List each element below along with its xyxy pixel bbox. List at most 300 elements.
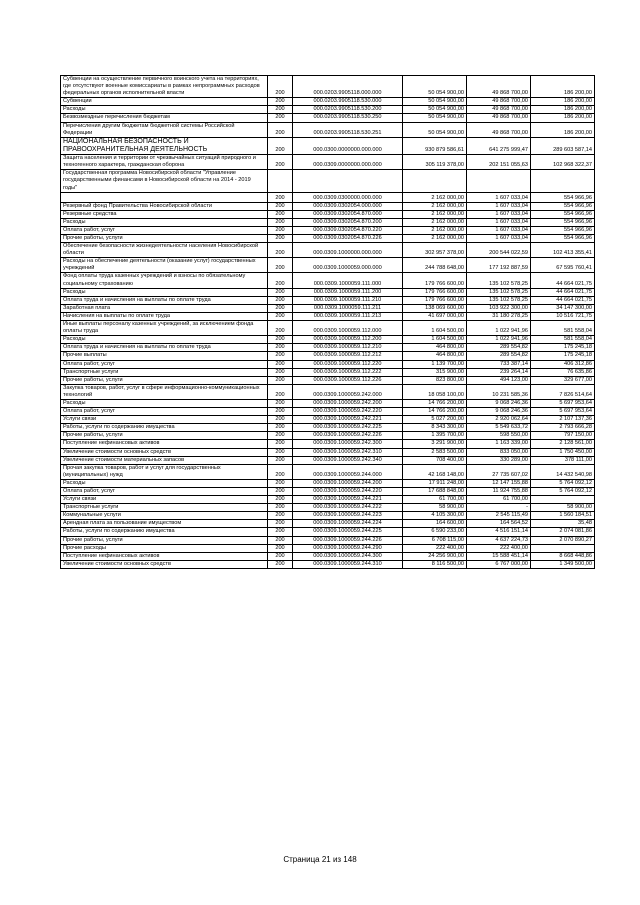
row-exec-cell: 833 050,00 <box>467 448 531 456</box>
row-exec-cell: 49 868 700,00 <box>467 98 531 106</box>
row-kbk-cell: 000.0309.1000059.112.226 <box>293 376 403 384</box>
row-code-cell: 200 <box>268 416 293 424</box>
row-name-cell: Закупка товаров, работ, услуг в сфере информационно-коммуникационных технологий <box>61 384 268 399</box>
row-exec-cell: 12 147 155,88 <box>467 479 531 487</box>
row-plan-cell: 50 054 900,00 <box>403 122 467 137</box>
row-rest-cell: 67 595 760,41 <box>531 258 595 273</box>
table-row <box>61 496 595 504</box>
row-kbk-cell: 000.0309.1000059.112.210 <box>293 344 403 352</box>
row-code-cell: 200 <box>268 76 293 98</box>
table-row <box>61 210 595 218</box>
row-rest-cell: 1 750 450,00 <box>531 448 595 456</box>
row-plan-cell: 2 162 000,00 <box>403 235 467 243</box>
row-plan-cell: 464 800,00 <box>403 344 467 352</box>
table-row <box>61 76 595 98</box>
row-rest-cell <box>531 496 595 504</box>
row-exec-cell: 103 922 300,00 <box>467 304 531 312</box>
row-name-cell: Коммунальные услуги <box>61 512 268 520</box>
row-plan-cell: 18 058 100,00 <box>403 384 467 399</box>
row-plan-cell: 2 162 000,00 <box>403 202 467 210</box>
row-kbk-cell: 000.0309.0302054.870.200 <box>293 218 403 226</box>
row-kbk-cell: 000.0309.1000059.112.222 <box>293 368 403 376</box>
table-row <box>61 226 595 234</box>
table-row <box>61 384 595 399</box>
table-row <box>61 360 595 368</box>
row-kbk-cell: 000.0309.1000059.244.221 <box>293 496 403 504</box>
row-plan-cell: 2 162 000,00 <box>403 226 467 234</box>
row-name-cell: Субвенции <box>61 98 268 106</box>
row-exec-cell: 61 700,00 <box>467 496 531 504</box>
row-rest-cell: 14 432 540,98 <box>531 464 595 479</box>
row-exec-cell: 9 068 246,36 <box>467 408 531 416</box>
row-rest-cell: 5 697 953,64 <box>531 408 595 416</box>
table-row <box>61 336 595 344</box>
table-row <box>61 376 595 384</box>
row-kbk-cell: 000.0309.1000059.242.221 <box>293 416 403 424</box>
row-rest-cell: 44 664 021,75 <box>531 273 595 288</box>
row-kbk-cell: 000.0309.1000059.242.340 <box>293 456 403 464</box>
row-name-cell: Государственная программа Новосибирской области "Управление государственными финансами в Новосибирской области на 2014 - 2019 годы" <box>61 170 268 192</box>
row-name-cell: Безвозмездные перечисления бюджетам <box>61 114 268 122</box>
row-exec-cell: 733 387,14 <box>467 360 531 368</box>
row-plan-cell: 2 583 500,00 <box>403 448 467 456</box>
row-code-cell: 200 <box>268 512 293 520</box>
table-row <box>61 416 595 424</box>
row-kbk-cell: 000.0309.1000059.242.310 <box>293 448 403 456</box>
row-name-cell: Прочие работы, услуги <box>61 536 268 544</box>
table-row <box>61 448 595 456</box>
row-name-cell: Транспортные услуги <box>61 368 268 376</box>
row-kbk-cell: 000.0309.1000059.244.310 <box>293 560 403 568</box>
row-exec-cell: 9 068 246,36 <box>467 399 531 407</box>
row-name-cell: Работы, услуги по содержанию имущества <box>61 424 268 432</box>
row-code-cell: 200 <box>268 536 293 544</box>
row-kbk-cell: 000.0309.1000059.242.225 <box>293 424 403 432</box>
row-rest-cell: 1 560 184,51 <box>531 512 595 520</box>
row-kbk-cell: 000.0309.0302054.000.000 <box>293 202 403 210</box>
table-row <box>61 304 595 312</box>
row-code-cell: 200 <box>268 288 293 296</box>
row-rest-cell: 1 349 500,00 <box>531 560 595 568</box>
row-code-cell: 200 <box>268 552 293 560</box>
row-code-cell: 200 <box>268 192 293 202</box>
row-code-cell: 200 <box>268 155 293 170</box>
row-code-cell: 200 <box>268 384 293 399</box>
row-kbk-cell: 000.0309.1000059.244.200 <box>293 479 403 487</box>
table-row <box>61 432 595 440</box>
row-code-cell: 200 <box>268 560 293 568</box>
row-plan-cell: 464 800,00 <box>403 352 467 360</box>
row-plan-cell: 14 766 200,00 <box>403 408 467 416</box>
table-row <box>61 464 595 479</box>
table-row <box>61 114 595 122</box>
row-name-cell: Оплата работ, услуг <box>61 360 268 368</box>
row-code-cell: 200 <box>268 210 293 218</box>
row-name-cell: НАЦИОНАЛЬНАЯ БЕЗОПАСНОСТЬ И ПРАВООХРАНИТЕЛЬНАЯ ДЕЯТЕЛЬНОСТЬ <box>61 137 268 154</box>
row-exec-cell: 1 607 033,04 <box>467 192 531 202</box>
row-exec-cell: 49 868 700,00 <box>467 76 531 98</box>
row-exec-cell: 31 180 278,25 <box>467 312 531 320</box>
table-row <box>61 512 595 520</box>
row-exec-cell: 4 637 224,73 <box>467 536 531 544</box>
row-exec-cell: 202 151 055,63 <box>467 155 531 170</box>
row-name-cell: Услуги связи <box>61 416 268 424</box>
row-kbk-cell: 000.0309.1000059.242.200 <box>293 399 403 407</box>
row-plan-cell: 823 800,00 <box>403 376 467 384</box>
row-kbk-cell: 000.0309.0300000.000.000 <box>293 192 403 202</box>
row-exec-cell: 5 549 633,72 <box>467 424 531 432</box>
row-code-cell: 200 <box>268 496 293 504</box>
row-exec-cell: 164 564,52 <box>467 520 531 528</box>
row-kbk-cell: 000.0203.9905118.530.250 <box>293 114 403 122</box>
table-row <box>61 536 595 544</box>
row-kbk-cell: 000.0309.1000059.111.210 <box>293 296 403 304</box>
row-kbk-cell: 000.0309.1000059.242.000 <box>293 384 403 399</box>
row-plan-cell: 1 604 500,00 <box>403 336 467 344</box>
row-exec-cell: 1 607 033,04 <box>467 210 531 218</box>
row-kbk-cell: 000.0203.9905118.530.000 <box>293 98 403 106</box>
row-exec-cell: 135 102 578,25 <box>467 288 531 296</box>
table-row <box>61 273 595 288</box>
row-kbk-cell: 000.0309.1000059.112.212 <box>293 352 403 360</box>
table-row <box>61 552 595 560</box>
row-name-cell: Субвенции на осуществление первичного воинского учета на территориях, где отсутствуют военные комиссариаты в рамках непрограммных расходов федеральных органов исполнительной власти <box>61 76 268 98</box>
row-rest-cell: 186 200,00 <box>531 106 595 114</box>
row-code-cell: 200 <box>268 321 293 336</box>
table-row <box>61 288 595 296</box>
row-kbk-cell: 000.0309.1000059.111.213 <box>293 312 403 320</box>
row-name-cell: Арендная плата за пользование имуществом <box>61 520 268 528</box>
table-row <box>61 440 595 448</box>
row-name-cell: Прочие выплаты <box>61 352 268 360</box>
row-plan-cell: 41 697 000,00 <box>403 312 467 320</box>
row-name-cell: Работы, услуги по содержанию имущества <box>61 528 268 536</box>
row-name-cell: Увеличение стоимости материальных запасов <box>61 456 268 464</box>
row-exec-cell: 1 607 033,04 <box>467 202 531 210</box>
row-name-cell: Оплата работ, услуг <box>61 226 268 234</box>
row-exec-cell: 289 554,82 <box>467 344 531 352</box>
row-plan-cell: 2 162 000,00 <box>403 218 467 226</box>
row-plan-cell: 50 054 900,00 <box>403 106 467 114</box>
row-exec-cell: 1 022 941,96 <box>467 336 531 344</box>
row-kbk-cell: 000.0309.1000059.244.000 <box>293 464 403 479</box>
row-plan-cell: 5 027 200,00 <box>403 416 467 424</box>
row-plan-cell: 244 788 648,00 <box>403 258 467 273</box>
row-kbk-cell: 000.0309.1000059.242.220 <box>293 408 403 416</box>
row-plan-cell: 8 343 300,00 <box>403 424 467 432</box>
row-kbk-cell: 000.0309.1000059.244.224 <box>293 520 403 528</box>
table-row <box>61 98 595 106</box>
row-exec-cell: - <box>467 504 531 512</box>
row-name-cell: Расходы <box>61 288 268 296</box>
row-plan-cell: 6 708 115,00 <box>403 536 467 544</box>
table-row <box>61 202 595 210</box>
row-name-cell: Заработная плата <box>61 304 268 312</box>
row-name-cell: Расходы на обеспечение деятельности (оказание услуг) государственных учреждений <box>61 258 268 273</box>
row-exec-cell: 4 516 151,14 <box>467 528 531 536</box>
row-code-cell: 200 <box>268 273 293 288</box>
row-code-cell: 200 <box>268 304 293 312</box>
row-rest-cell: 554 966,96 <box>531 210 595 218</box>
row-rest-cell: 5 764 092,12 <box>531 479 595 487</box>
row-plan-cell: 708 400,00 <box>403 456 467 464</box>
table-row <box>61 456 595 464</box>
row-kbk-cell: 000.0309.1000059.244.222 <box>293 504 403 512</box>
row-plan-cell: 179 766 600,00 <box>403 288 467 296</box>
row-name-cell: Расходы <box>61 479 268 487</box>
row-code-cell: 200 <box>268 399 293 407</box>
row-code-cell: 200 <box>268 432 293 440</box>
row-kbk-cell: 000.0309.1000059.111.200 <box>293 288 403 296</box>
row-exec-cell: 49 868 700,00 <box>467 122 531 137</box>
row-code-cell: 200 <box>268 544 293 552</box>
table-row <box>61 312 595 320</box>
row-kbk-cell: 000.0300.0000000.000.000 <box>293 137 403 154</box>
row-code-cell: 200 <box>268 202 293 210</box>
row-code-cell: 200 <box>268 218 293 226</box>
row-kbk-cell: 000.0309.0302054.870.000 <box>293 210 403 218</box>
row-rest-cell: 102 968 322,37 <box>531 155 595 170</box>
row-exec-cell: 1 607 033,04 <box>467 218 531 226</box>
row-name-cell: Защита населения и территории от чрезвычайных ситуаций природного и техногенного характера, гражданская оборона <box>61 155 268 170</box>
row-plan-cell: 305 119 378,00 <box>403 155 467 170</box>
row-code-cell: 200 <box>268 376 293 384</box>
row-kbk-cell: 000.0309.1000059.111.000 <box>293 273 403 288</box>
row-exec-cell: 1 607 033,04 <box>467 235 531 243</box>
row-code-cell: 200 <box>268 312 293 320</box>
row-name-cell: Увеличение стоимости основных средств <box>61 560 268 568</box>
row-exec-cell: 2 545 115,49 <box>467 512 531 520</box>
row-plan-cell: 2 162 000,00 <box>403 192 467 202</box>
table-row <box>61 424 595 432</box>
row-rest-cell: 35,48 <box>531 520 595 528</box>
table-row <box>61 106 595 114</box>
row-rest-cell: 2 793 666,28 <box>531 424 595 432</box>
row-rest-cell <box>531 170 595 192</box>
table-row <box>61 368 595 376</box>
row-code-cell: 200 <box>268 448 293 456</box>
row-code-cell <box>268 170 293 192</box>
row-plan-cell: 2 162 000,00 <box>403 210 467 218</box>
row-code-cell: 200 <box>268 408 293 416</box>
row-plan-cell: 930 879 586,61 <box>403 137 467 154</box>
row-exec-cell: 15 588 451,14 <box>467 552 531 560</box>
row-code-cell: 200 <box>268 479 293 487</box>
row-rest-cell: 186 200,00 <box>531 76 595 98</box>
row-rest-cell: 5 764 092,12 <box>531 488 595 496</box>
row-name-cell: Перечисления другим бюджетам бюджетной системы Российской Федерации <box>61 122 268 137</box>
table-row <box>61 504 595 512</box>
row-plan-cell: 3 291 900,00 <box>403 440 467 448</box>
row-exec-cell: 2 920 062,64 <box>467 416 531 424</box>
row-exec-cell: 200 544 022,59 <box>467 243 531 258</box>
table-row <box>61 170 595 192</box>
row-name-cell: Прочие работы, услуги <box>61 235 268 243</box>
row-code-cell: 200 <box>268 464 293 479</box>
row-rest-cell: 186 200,00 <box>531 98 595 106</box>
row-plan-cell <box>403 170 467 192</box>
row-plan-cell: 179 766 600,00 <box>403 273 467 288</box>
row-rest-cell: 581 558,04 <box>531 321 595 336</box>
row-kbk-cell: 000.0309.1000059.244.225 <box>293 528 403 536</box>
row-kbk-cell: 000.0309.0302054.870.220 <box>293 226 403 234</box>
row-kbk-cell: 000.0203.9905118.000.000 <box>293 76 403 98</box>
row-exec-cell: 222 400,00 <box>467 544 531 552</box>
row-code-cell: 200 <box>268 352 293 360</box>
row-plan-cell: 8 116 500,00 <box>403 560 467 568</box>
row-rest-cell: 102 413 355,41 <box>531 243 595 258</box>
row-name-cell: Расходы <box>61 399 268 407</box>
table-row <box>61 352 595 360</box>
row-name-cell: Оплата труда и начисления на выплаты по оплате труда <box>61 344 268 352</box>
row-kbk-cell: 000.0309.1000059.244.290 <box>293 544 403 552</box>
row-exec-cell <box>467 170 531 192</box>
row-exec-cell: 10 231 585,36 <box>467 384 531 399</box>
row-plan-cell: 17 911 248,00 <box>403 479 467 487</box>
table-row <box>61 544 595 552</box>
row-code-cell: 200 <box>268 243 293 258</box>
row-plan-cell: 302 957 378,00 <box>403 243 467 258</box>
table-row <box>61 258 595 273</box>
row-rest-cell <box>531 544 595 552</box>
row-plan-cell: 164 600,00 <box>403 520 467 528</box>
row-name-cell: Услуги связи <box>61 496 268 504</box>
row-name-cell: Иные выплаты персоналу казенных учреждений, за исключением фонда оплаты труда <box>61 321 268 336</box>
row-code-cell: 200 <box>268 106 293 114</box>
row-name-cell: Оплата труда и начисления на выплаты по оплате труда <box>61 296 268 304</box>
row-code-cell: 200 <box>268 504 293 512</box>
row-rest-cell: 186 200,00 <box>531 122 595 137</box>
row-rest-cell: 175 245,18 <box>531 344 595 352</box>
row-plan-cell: 17 688 848,00 <box>403 488 467 496</box>
row-code-cell: 200 <box>268 98 293 106</box>
row-name-cell: Расходы <box>61 218 268 226</box>
row-exec-cell: 135 102 578,25 <box>467 296 531 304</box>
row-kbk-cell: 000.0309.1000059.242.226 <box>293 432 403 440</box>
row-exec-cell: 239 264,14 <box>467 368 531 376</box>
row-kbk-cell: 000.0309.1000059.112.220 <box>293 360 403 368</box>
row-rest-cell: 10 516 721,75 <box>531 312 595 320</box>
row-kbk-cell: 000.0309.1000059.244.223 <box>293 512 403 520</box>
row-code-cell: 200 <box>268 258 293 273</box>
row-plan-cell: 4 105 300,00 <box>403 512 467 520</box>
row-code-cell: 200 <box>268 456 293 464</box>
row-name-cell: Расходы <box>61 336 268 344</box>
row-plan-cell: 42 168 148,00 <box>403 464 467 479</box>
row-rest-cell: 329 677,00 <box>531 376 595 384</box>
table-row <box>61 520 595 528</box>
table-row <box>61 321 595 336</box>
row-exec-cell: 289 554,82 <box>467 352 531 360</box>
row-rest-cell: 76 635,86 <box>531 368 595 376</box>
table-row <box>61 479 595 487</box>
row-plan-cell: 50 054 900,00 <box>403 98 467 106</box>
row-plan-cell: 50 054 900,00 <box>403 114 467 122</box>
row-name-cell: Оплата работ, услуг <box>61 408 268 416</box>
row-rest-cell: 554 966,96 <box>531 202 595 210</box>
table-row <box>61 344 595 352</box>
table-row <box>61 296 595 304</box>
table-row <box>61 122 595 137</box>
row-exec-cell: 177 192 887,59 <box>467 258 531 273</box>
row-name-cell: Поступление нефинансовых активов <box>61 440 268 448</box>
page-number-label: Страница 21 из 148 <box>283 855 357 864</box>
row-name-cell: Прочие расходы <box>61 544 268 552</box>
row-name-cell: Резервные средства <box>61 210 268 218</box>
row-rest-cell: 58 900,00 <box>531 504 595 512</box>
row-rest-cell: 44 664 021,75 <box>531 288 595 296</box>
row-exec-cell: 598 550,00 <box>467 432 531 440</box>
row-code-cell: 200 <box>268 344 293 352</box>
row-code-cell: 200 <box>268 520 293 528</box>
row-plan-cell: 1 139 700,00 <box>403 360 467 368</box>
row-plan-cell: 50 054 900,00 <box>403 76 467 98</box>
table-row <box>61 560 595 568</box>
row-code-cell: 200 <box>268 336 293 344</box>
row-exec-cell: 1 022 941,96 <box>467 321 531 336</box>
table-row <box>61 235 595 243</box>
row-exec-cell: 6 767 000,00 <box>467 560 531 568</box>
row-kbk-cell: 000.0309.1000000.000.000 <box>293 243 403 258</box>
row-kbk-cell: 000.0309.1000059.244.220 <box>293 488 403 496</box>
row-name-cell: Прочая закупка товаров, работ и услуг для государственных (муниципальных) нужд <box>61 464 268 479</box>
row-kbk-cell: 000.0203.9905118.530.200 <box>293 106 403 114</box>
row-plan-cell: 61 700,00 <box>403 496 467 504</box>
row-plan-cell: 1 604 500,00 <box>403 321 467 336</box>
row-name-cell: Начисления на выплаты по оплате труда <box>61 312 268 320</box>
row-plan-cell: 315 900,00 <box>403 368 467 376</box>
table-row <box>61 243 595 258</box>
row-name-cell: Прочие работы, услуги <box>61 432 268 440</box>
row-exec-cell: 11 924 755,88 <box>467 488 531 496</box>
row-exec-cell: 49 868 700,00 <box>467 106 531 114</box>
row-kbk-cell: 000.0309.1000059.242.300 <box>293 440 403 448</box>
row-code-cell: 200 <box>268 368 293 376</box>
row-exec-cell: 135 102 578,25 <box>467 273 531 288</box>
table-body <box>61 76 595 569</box>
table-row <box>61 218 595 226</box>
row-plan-cell: 179 766 600,00 <box>403 296 467 304</box>
row-code-cell: 200 <box>268 424 293 432</box>
row-rest-cell: 2 107 137,36 <box>531 416 595 424</box>
row-name-cell: Увеличение стоимости основных средств <box>61 448 268 456</box>
row-name-cell: Фонд оплаты труда казенных учреждений и взносы по обязательному социальному страхованию <box>61 273 268 288</box>
row-kbk-cell: 000.0203.9905118.530.251 <box>293 122 403 137</box>
row-exec-cell: 641 275 999,47 <box>467 137 531 154</box>
row-rest-cell: 5 697 953,64 <box>531 399 595 407</box>
row-exec-cell: 27 735 607,02 <box>467 464 531 479</box>
row-rest-cell: 581 558,04 <box>531 336 595 344</box>
row-code-cell: 200 <box>268 528 293 536</box>
row-plan-cell: 222 400,00 <box>403 544 467 552</box>
row-exec-cell: 49 868 700,00 <box>467 114 531 122</box>
row-exec-cell: 330 289,00 <box>467 456 531 464</box>
table-row <box>61 192 595 202</box>
row-code-cell: 200 <box>268 488 293 496</box>
row-code-cell: 200 <box>268 440 293 448</box>
row-rest-cell: 34 147 300,00 <box>531 304 595 312</box>
table-row <box>61 528 595 536</box>
row-rest-cell: 406 312,86 <box>531 360 595 368</box>
row-rest-cell: 797 150,00 <box>531 432 595 440</box>
row-plan-cell: 24 256 900,00 <box>403 552 467 560</box>
row-rest-cell: 554 966,96 <box>531 226 595 234</box>
row-kbk-cell: 000.0309.1000059.112.000 <box>293 321 403 336</box>
row-kbk-cell: 000.0309.1000059.244.300 <box>293 552 403 560</box>
row-code-cell: 200 <box>268 235 293 243</box>
row-name-cell: Прочие работы, услуги <box>61 376 268 384</box>
row-code-cell: 200 <box>268 114 293 122</box>
